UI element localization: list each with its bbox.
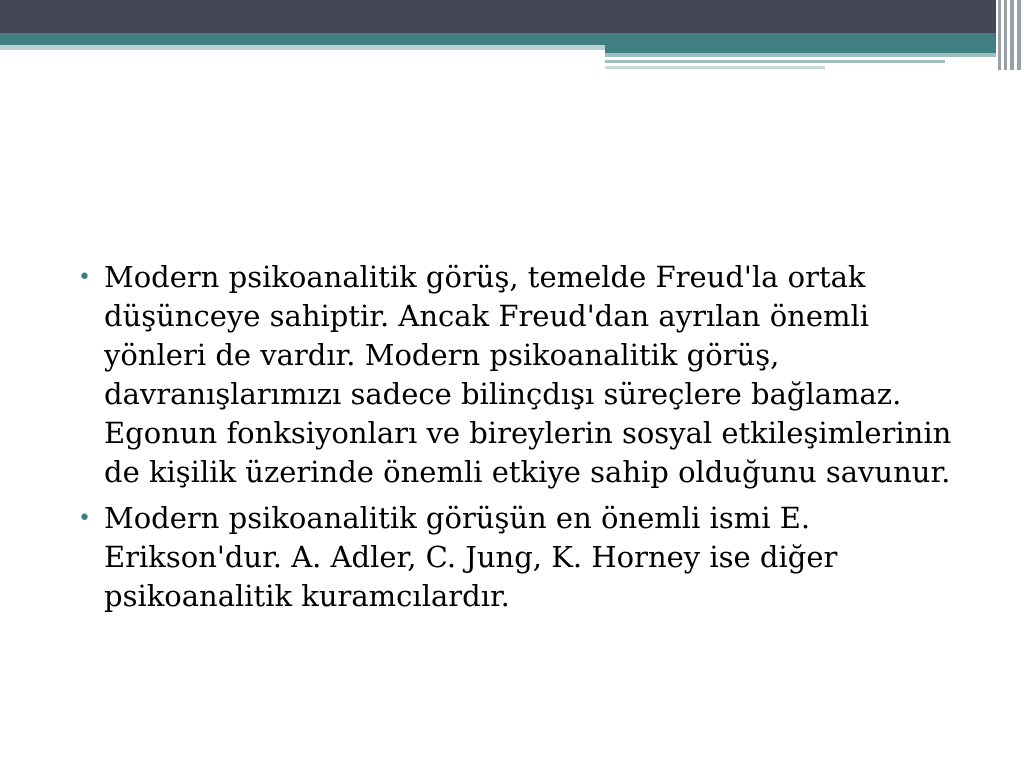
header-band-dark [0,0,1024,33]
header-stripe [1010,0,1014,70]
header-band-teal-extension [605,45,1000,53]
header-stripe [1004,0,1007,70]
bullet-text: Modern psikoanalitik görüş, temelde Freud'la ortak düşünceye sahiptir. Ancak Freud'dan ayrılan önemli yönleri de vardır. Modern psikoanalitik görüş, davranışlarımızı sadece bilinçdışı süreçlere bağlamaz. Egonun fonksiyonları ve bireylerin sosyal etkileşimlerinin de kişilik üzerinde önemli etkiye sahip olduğunu savunur. [104,260,952,489]
header-band-light [0,45,605,50]
header-stripes [996,0,1024,70]
bullet-list [76,258,966,623]
bullet-icon: • [78,265,91,290]
bullet-item [76,258,966,492]
header-accent-line [605,66,825,69]
bullet-item [76,499,966,616]
bullet-icon: • [78,506,91,531]
header-stripe [1017,0,1021,70]
header-stripe [998,0,1001,70]
header-accent-line [605,60,945,63]
bullet-text: Modern psikoanalitik görüşün en önemli ismi E. Erikson'dur. A. Adler, C. Jung, K. Horney ise diğer psikoanalitik kuramcılardır. [104,501,838,613]
header-accent-line [605,53,1000,57]
header-band-teal [0,33,1024,45]
